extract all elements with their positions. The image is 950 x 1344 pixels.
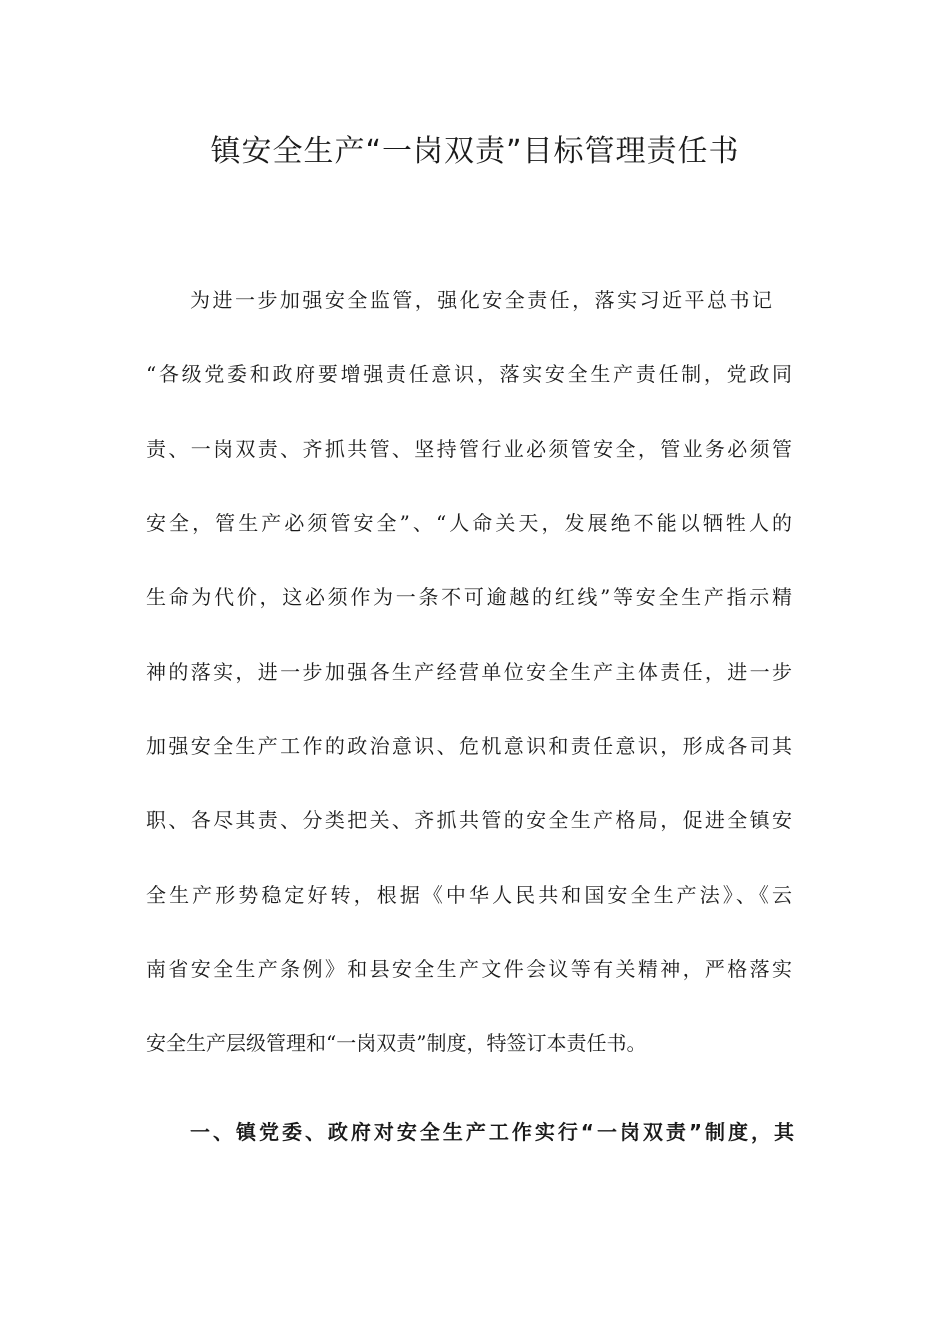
paragraph-line: 职、各尽其责、分类把关、齐抓共管的安全生产格局，促进全镇安 xyxy=(146,808,792,832)
paragraph-line: 全生产形势稳定好转，根据《中华人民共和国安全生产法》、《云 xyxy=(146,883,792,907)
section-heading: 一、镇党委、政府对安全生产工作实行“一岗双责”制度，其 xyxy=(190,1120,794,1144)
paragraph-line: 加强安全生产工作的政治意识、危机意识和责任意识，形成各司其 xyxy=(146,734,792,758)
paragraph-line: “各级党委和政府要增强责任意识，落实安全生产责任制，党政同 xyxy=(146,362,792,386)
paragraph-line: 南省安全生产条例》和县安全生产文件会议等有关精神，严格落实 xyxy=(146,957,792,981)
paragraph-line: 安全，管生产必须管安全”、“人命关天，发展绝不能以牺牲人的 xyxy=(146,511,792,535)
paragraph-line: 生命为代价，这必须作为一条不可逾越的红线”等安全生产指示精 xyxy=(146,585,792,609)
document-title: 镇安全生产“一岗双责”目标管理责任书 xyxy=(210,134,740,169)
paragraph-line: 神的落实，进一步加强各生产经营单位安全生产主体责任，进一步 xyxy=(146,660,792,684)
paragraph-line: 安全生产层级管理和“一岗双责”制度，特签订本责任书。 xyxy=(146,1031,647,1055)
paragraph-line: 为进一步加强安全监管，强化安全责任，落实习近平总书记 xyxy=(190,288,772,312)
paragraph-line: 责、一岗双责、齐抓共管、坚持管行业必须管安全，管业务必须管 xyxy=(146,437,792,461)
